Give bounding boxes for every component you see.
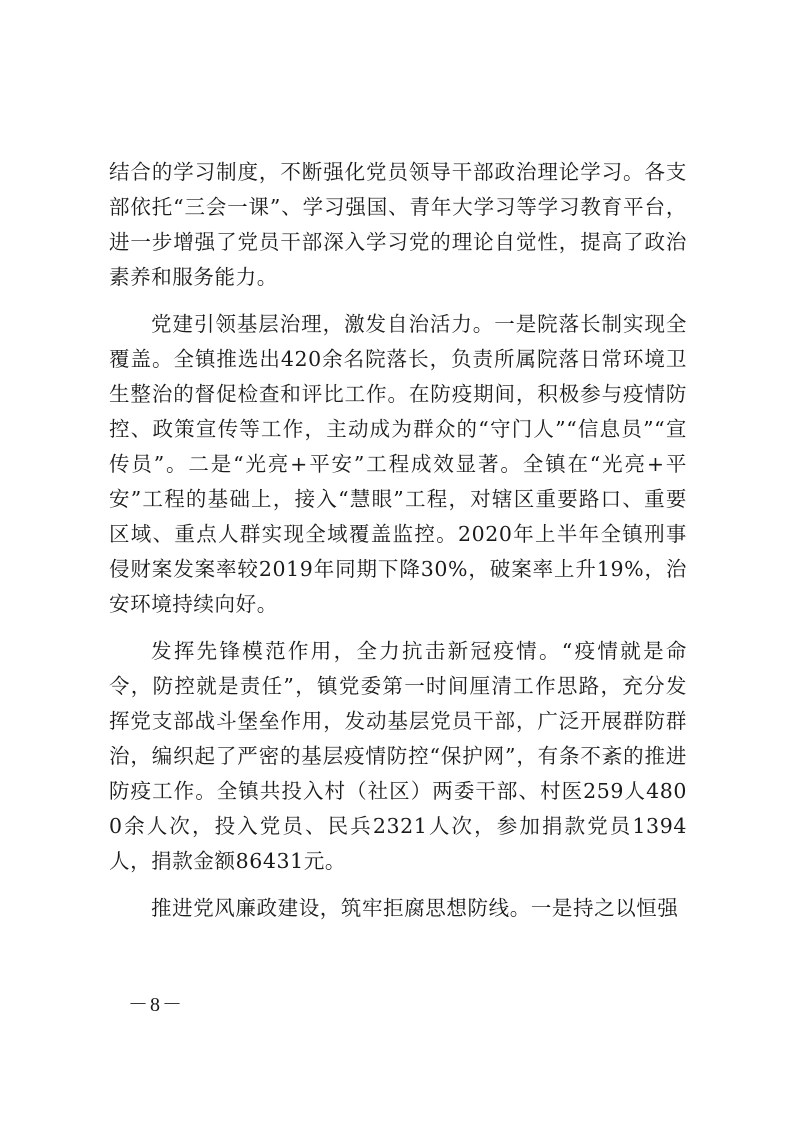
paragraph-study-system: 结合的学习制度，不断强化党员领导干部政治理论学习。各支部依托“三会一课”、学习强国、青年大学习等学习教育平台，进一步增强了党员干部深入学习党的理论自觉性，提高了政治素养和服务能力。 [109, 160, 687, 289]
paragraph-epidemic-fight: 发挥先锋模范作用，全力抗击新冠疫情。“疫情就是命令，防控就是责任”，镇党委第一时间厘清工作思路，充分发挥党支部战斗堡垒作用，发动基层党员干部，广泛开展群防群治，编织起了严密的基层疫情防控“保护网”，有条不紊的推进防疫工作。全镇共投入村（社区）两委干部、村医259人4800余人次，投入党员、民兵2321人次，参加捐款党员1394人，捐款金额86431元。 [109, 639, 687, 873]
paragraph-clean-government: 推进党风廉政建设，筑牢拒腐思想防线。一是持之以恒强 [151, 896, 679, 920]
body-text [109, 155, 687, 926]
page-number: －8－ [128, 994, 184, 1016]
paragraph-grassroots-governance: 党建引领基层治理，激发自治活力。一是院落长制实现全覆盖。全镇推选出420余名院落长，负责所属院落日常环境卫生整治的督促检查和评比工作。在防疫期间，积极参与疫情防控、政策宣传等工作，主动成为群众的“守门人”“信息员”“宣传员”。二是“光亮+平安”工程成效显著。全镇在“光亮+平安”工程的基础上，接入“慧眼”工程，对辖区重要路口、重要区域、重点人群实现全域覆盖监控。2020年上半年全镇刑事侵财案发案率较2019年同期下降30%，破案率上升19%，治安环境持续向好。 [109, 312, 687, 616]
